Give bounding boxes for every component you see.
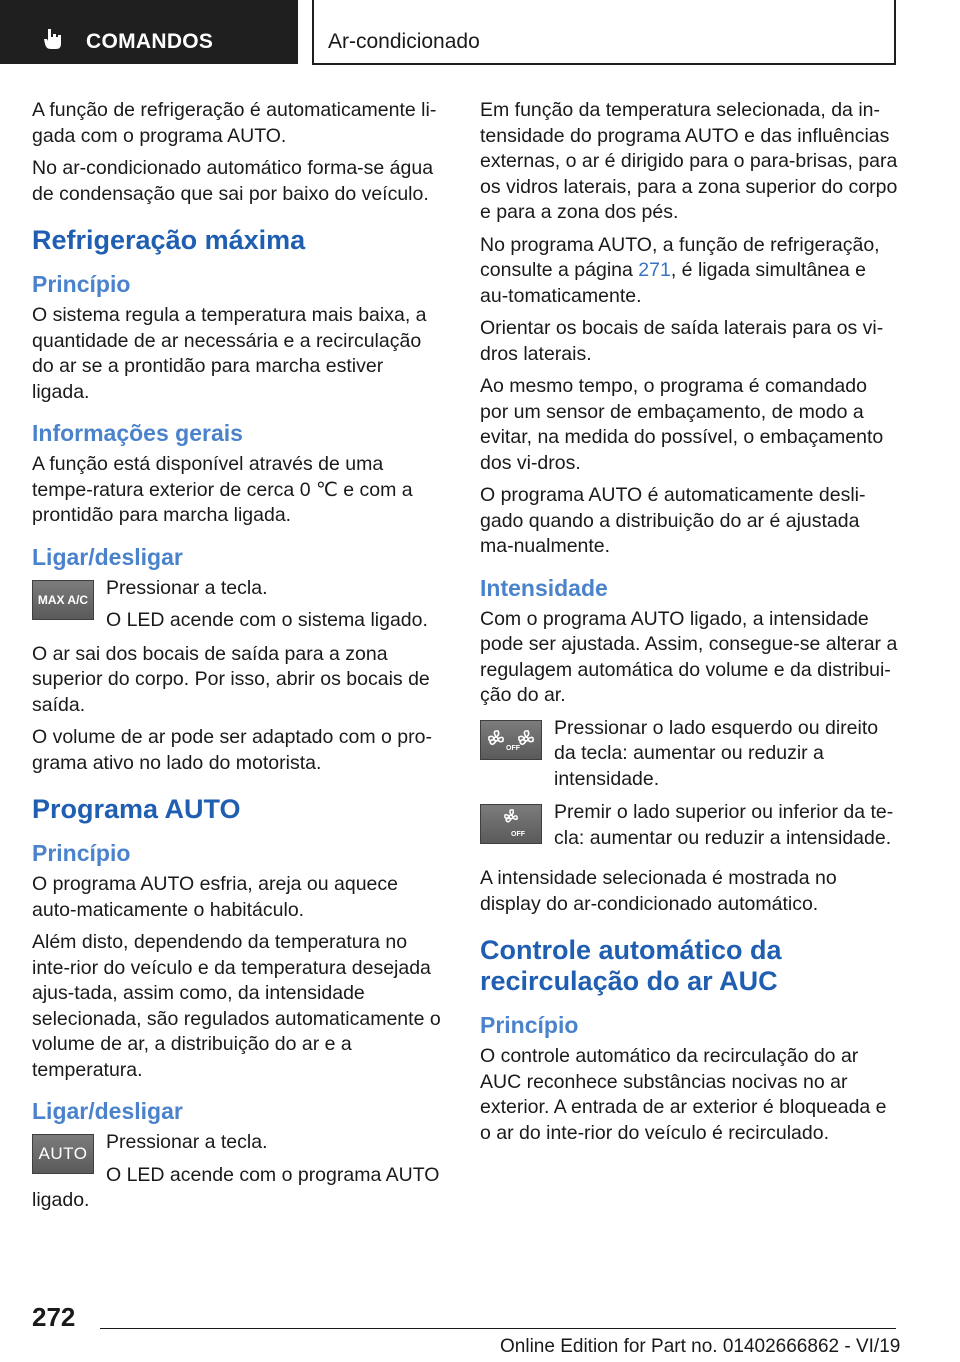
- fan-button-vertical-image: [480, 804, 542, 844]
- off-label: OFF: [506, 744, 520, 752]
- paragraph-text: , é ligada simultânea e au-tomaticamente.: [480, 259, 866, 307]
- off-label: OFF: [511, 831, 525, 838]
- instruction-text: O LED acende com o sistema ligado.: [106, 609, 428, 631]
- fan-icon: [491, 808, 531, 840]
- subheading: Ligar/desligar: [32, 543, 183, 570]
- subheading: Princípio: [480, 1012, 579, 1038]
- section-heading: Programa AUTO: [32, 794, 241, 824]
- subheading: Princípio: [32, 271, 131, 297]
- paragraph: A intensidade selecionada é mostrada no display do ar-condicionado automático.: [480, 867, 837, 915]
- paragraph: [480, 233, 898, 310]
- paragraph: Ao mesmo tempo, o programa é comandado por um sensor de embaçamento, de modo a evitar, na medida do possível, o embaçamento dos vi-dros.: [480, 375, 884, 474]
- paragraph: Com o programa AUTO ligado, a intensidade pode ser ajustada. Assim, consegue-se alterar a regulagem automática do volume e da distribui-ção do ar.: [480, 607, 898, 706]
- paragraph: Além disto, dependendo da temperatura no inte-rior do veículo e da temperatura desejada ajus-tada, assim como, da intensidade selecionada, são regulados automaticamente o volume de ar, a distribuição do ar e a temperatura.: [32, 931, 441, 1081]
- paragraph: O programa AUTO é automaticamente desli-gado quando a distribuição do ar é ajustada ma-nualmente.: [480, 484, 866, 557]
- paragraph: Orientar os bocais de saída laterais para os vi-dros laterais.: [480, 317, 884, 365]
- button-instruction: [32, 576, 446, 634]
- section-tab: [0, 0, 298, 64]
- button-instruction: [480, 800, 898, 858]
- paragraph-text: No programa AUTO, a função de refrigeração, consulte a página: [480, 233, 880, 281]
- instruction-text: Pressionar a tecla.: [106, 576, 268, 599]
- subheading: Ligar/desligar: [32, 1098, 183, 1124]
- subheading: Intensidade: [480, 574, 608, 601]
- edition-note: Online Edition for Part no. 01402666862 - VI/19: [500, 1336, 901, 1357]
- button-instruction: [32, 1130, 446, 1214]
- header-underline: [312, 63, 896, 65]
- auto-button-image: AUTO: [32, 1134, 94, 1174]
- section-heading: Refrigeração máxima: [32, 225, 306, 255]
- footer-rule: [100, 1328, 896, 1329]
- section-label: COMANDOS: [86, 30, 214, 53]
- button-instruction: [480, 716, 898, 793]
- chapter-title: Ar-condicionado: [328, 30, 480, 53]
- header-right-border: [894, 0, 896, 64]
- left-column: [32, 98, 446, 1222]
- hand-pointer-icon: [42, 27, 64, 51]
- paragraph: O controle automático da recirculação do ar AUC reconhece substâncias nocivas no ar exterior. A entrada de ar exterior é bloqueada e o ar do inte-rior do veículo é recirculado.: [480, 1045, 887, 1144]
- subheading: Informações gerais: [32, 420, 243, 446]
- max-ac-button-image: MAX A/C: [32, 580, 94, 620]
- paragraph: O ar sai dos bocais de saída para a zona superior do corpo. Por isso, abrir os bocais de saída.: [32, 642, 430, 716]
- fan-icon: [484, 726, 538, 754]
- right-column: [480, 98, 898, 1153]
- fan-button-horizontal-image: [480, 720, 542, 760]
- instruction-text: Premir o lado superior ou inferior da te-cla: aumentar ou reduzir a intensidade.: [554, 801, 894, 849]
- instruction-text: Pressionar o lado esquerdo ou direito da tecla: aumentar ou reduzir a intensidade.: [554, 716, 879, 790]
- paragraph: A função está disponível através de uma tempe-ratura exterior de cerca 0 ℃ e com a prontidão para marcha ligada.: [32, 453, 413, 526]
- instruction-text: Pressionar a tecla.: [106, 1131, 268, 1153]
- subheading: Princípio: [32, 840, 131, 866]
- paragraph: O volume de ar pode ser adaptado com o pro-grama ativo no lado do motorista.: [32, 726, 432, 774]
- paragraph: O programa AUTO esfria, areja ou aquece auto-maticamente o habitáculo.: [32, 873, 398, 921]
- paragraph: No ar-condicionado automático forma-se água de condensação que sai por baixo do veículo.: [32, 157, 434, 205]
- page-reference-link[interactable]: 271: [638, 259, 671, 281]
- header-divider: [312, 0, 314, 64]
- instruction-text: O LED acende com o programa AUTO ligado.: [32, 1163, 440, 1211]
- paragraph: O sistema regula a temperatura mais baixa, a quantidade de ar necessária e a recirculação do ar se a prontidão para marcha estiver ligada.: [32, 304, 427, 403]
- paragraph: Em função da temperatura selecionada, da in-tensidade do programa AUTO e das influências externas, o ar é dirigido para o para-brisas, para os vidros laterais, para a zona superior do corpo e para a zona dos pés.: [480, 99, 898, 223]
- section-heading: Controle automático da recirculação do ar AUC: [480, 935, 782, 996]
- paragraph: A função de refrigeração é automaticamente li-gada com o programa AUTO.: [32, 99, 437, 147]
- page-number: 272: [32, 1302, 76, 1332]
